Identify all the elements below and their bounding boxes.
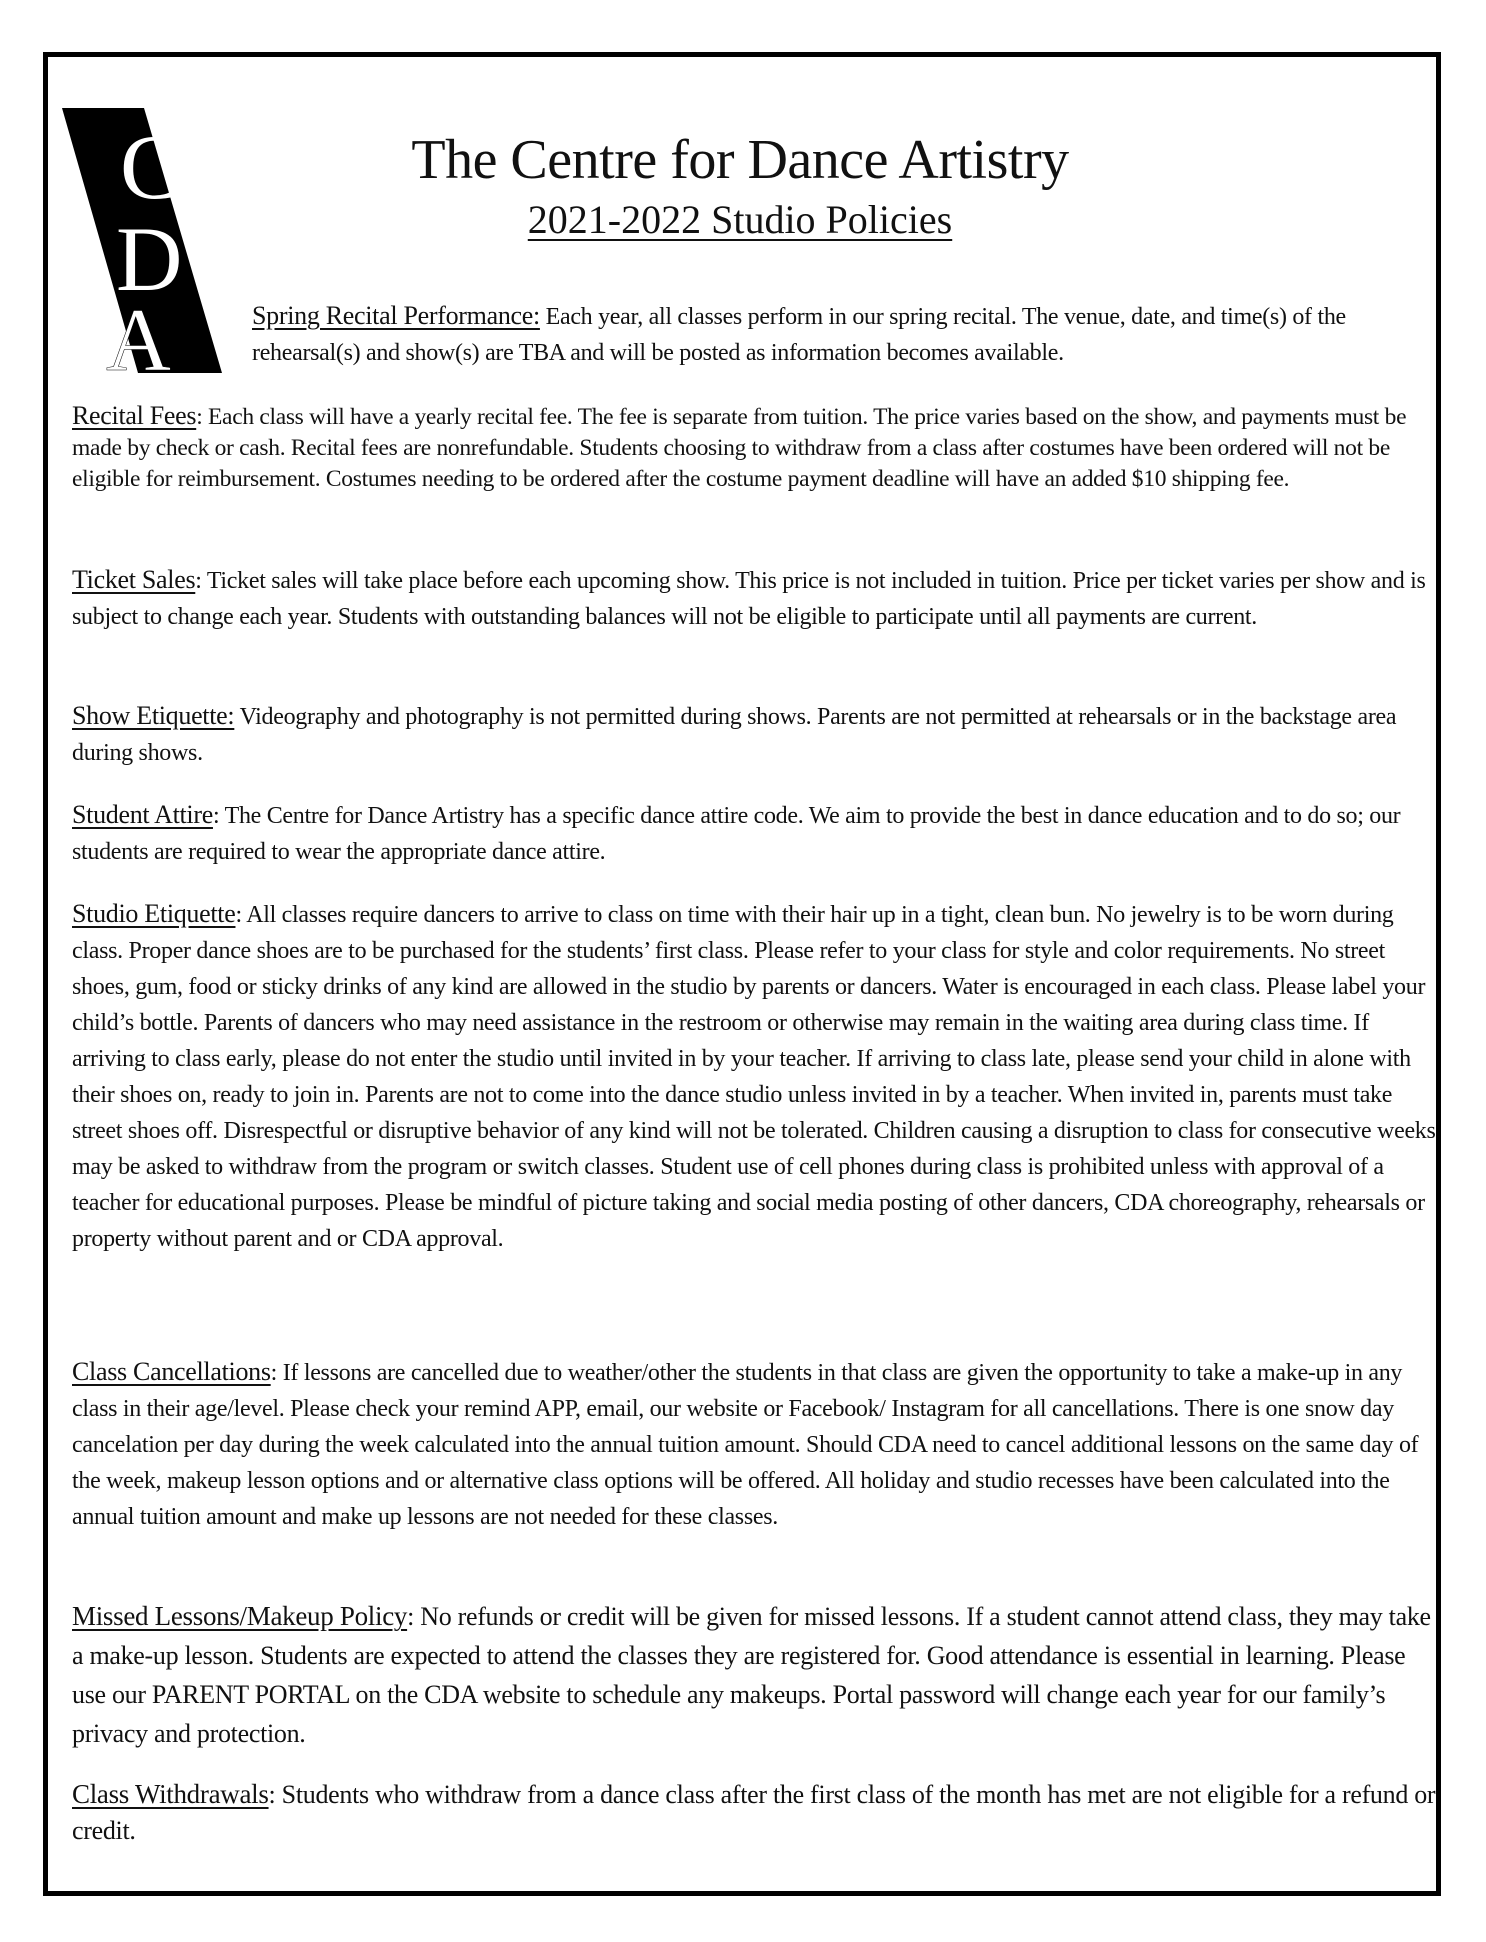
section-heading: Recital Fees	[72, 401, 197, 430]
section-missed-lessons	[72, 1597, 1442, 1753]
section-body: Videography and photography is not permitted during shows. Parents are not permitted at rehearsals or in the backstage area during shows.	[72, 704, 1397, 766]
section-show-etiquette	[72, 698, 1442, 771]
section-body: : Ticket sales will take place before each upcoming show. This price is not included in tuition. Price per ticket varies per show and is subject to change each year. Students with outstanding balances will not be eligible to participate until all payments are current.	[72, 568, 1426, 630]
section-spring-recital	[252, 298, 1432, 371]
section-heading: Missed Lessons/Makeup Policy	[72, 1601, 408, 1631]
section-heading: Student Attire	[72, 800, 213, 829]
section-class-cancellations	[72, 1354, 1442, 1535]
section-heading: Ticket Sales	[72, 565, 196, 594]
section-body: : All classes require dancers to arrive to class on time with their hair up in a tight, clean bun. No jewelry is to be worn during class. Proper dance shoes are to be purchased for the students’ first class. Please refer to your class for style and color requirements. No street shoes, gum, food or sticky drinks of any kind are allowed in the studio by parents or dancers. Water is encouraged in each class. Please label your child’s bottle. Parents of dancers who may need assistance in the restroom or otherwise may remain in the waiting area during class time. If arriving to class early, please do not enter the studio until invited in by your teacher. If arriving to class late, please send your child in alone with their shoes on, ready to join in. Parents are not to come into the dance studio unless invited in by a teacher. When invited in, parents must take street shoes off. Disrespectful or disruptive behavior of any kind will not be tolerated. Children causing a disruption to class for consecutive weeks may be asked to withdraw from the program or switch classes. Student use of cell phones during class is prohibited unless with approval of a teacher for educational purposes. Please be mindful of picture taking and social media posting of other dancers, CDA choreography, rehearsals or property without parent and or CDA approval.	[72, 902, 1436, 1252]
section-body: : The Centre for Dance Artistry has a specific dance attire code. We aim to provide the best in dance education and to do so; our students are required to wear the appropriate dance attire.	[72, 803, 1401, 865]
logo-letter-c: C	[120, 116, 182, 218]
section-ticket-sales	[72, 562, 1442, 635]
section-heading: Show Etiquette:	[72, 701, 235, 730]
section-body: : Students who withdraw from a dance class after the first class of the month has met are not eligible for a refund or credit.	[72, 1780, 1436, 1845]
section-heading: Spring Recital Performance:	[252, 301, 540, 330]
page-subtitle: 2021-2022 Studio Policies	[527, 197, 953, 242]
section-body: : No refunds or credit will be given for missed lessons. If a student cannot attend class, they may take a make-up lesson. Students are expected to attend the classes they are registered for. Good attendance is essential in learning. Please use our PARENT PORTAL on the CDA website to schedule any makeups. Portal password will change each year for our family’s privacy and protection.	[72, 1602, 1431, 1748]
cda-logo-icon	[62, 108, 222, 373]
section-heading: Studio Etiquette	[72, 899, 236, 928]
section-studio-etiquette	[72, 896, 1442, 1257]
section-heading: Class Withdrawals	[72, 1779, 269, 1809]
section-body: : If lessons are cancelled due to weather/other the students in that class are given the opportunity to take a make-up in any class in their age/level. Please check your remind APP, email, our website or Facebook/ Instagram for all cancellations. There is one snow day cancelation per day during the week calculated into the annual tuition amount. Should CDA need to cancel additional lessons on the same day of the week, makeup lesson options and or alternative class options will be offered. All holiday and studio recesses have been calculated into the annual tuition amount and make up lessons are not needed for these classes.	[72, 1360, 1419, 1530]
section-recital-fees	[72, 400, 1442, 495]
section-heading: Class Cancellations	[72, 1357, 271, 1386]
section-body: Each year, all classes perform in our spring recital. The venue, date, and time(s) of the rehearsal(s) and show(s) are TBA and will be posted as information becomes available.	[252, 304, 1346, 366]
page-title: The Centre for Dance Artistry	[411, 129, 1069, 191]
section-student-attire	[72, 797, 1442, 870]
logo-letter-d: D	[116, 208, 183, 310]
logo-letter-a: A	[106, 291, 171, 373]
section-class-withdrawals	[72, 1776, 1442, 1849]
section-body: : Each class will have a yearly recital fee. The fee is separate from tuition. The price varies based on the show, and payments must be made by check or cash. Recital fees are nonrefundable. Students choosing to withdraw from a class after costumes have been ordered will not be eligible for reimbursement. Costumes needing to be ordered after the costume payment deadline will have an added $10 shipping fee.	[72, 404, 1407, 492]
